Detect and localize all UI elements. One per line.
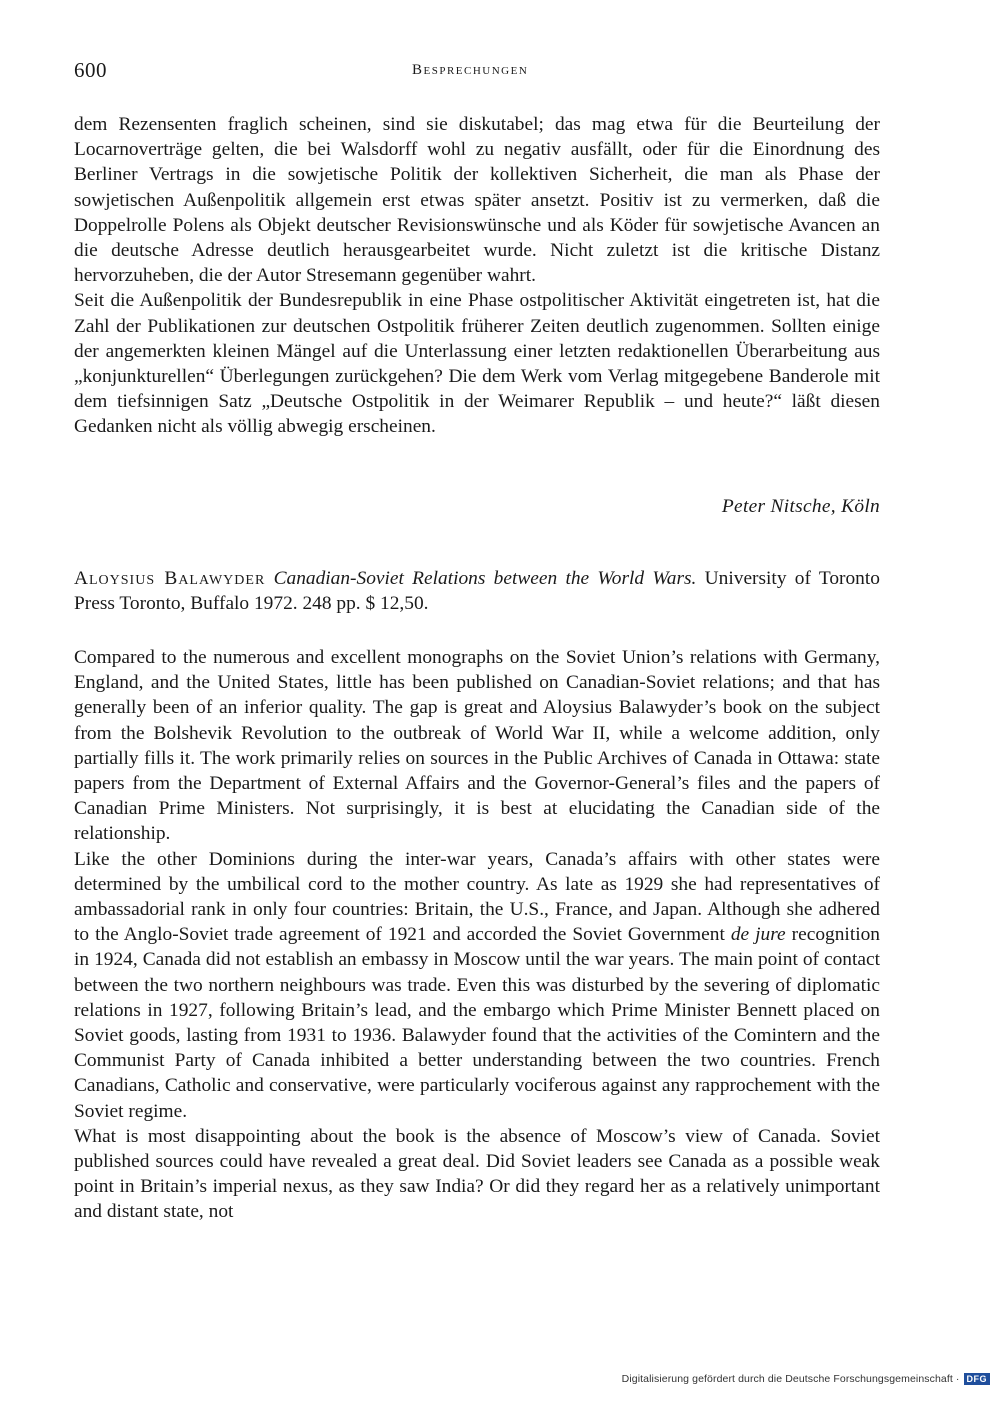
paragraph-en-2-part-1: Like the other Dominions during the inter-war years, Canada’s affairs with other states were determined by the umbilical cord to the mother country. As late as 1929 she had representatives of ambassadorial rank in only four countries: Britain, the U.S., France, and Japan. Although she adhered to the Anglo-Soviet trade agreement of 1921 and accorded the Soviet Government [74,848,880,946]
book-title: Canadian-Soviet Relations between the World Wars. [273,568,697,589]
reviewer-signature: Peter Nitsche, Köln [721,496,880,517]
paragraph-en-3: What is most disappointing about the book is the absence of Moscow’s view of Canada. Soviet published sources could have revealed a great deal. Did Soviet leaders see Canada as a possible weak point in Britain’s imperial nexus, as they saw India? Or did they regard her as a relatively unimportant and distant state, not [74,1125,880,1223]
paragraph-en-2-part-2: recognition in 1924, Canada did not establish an embassy in Moscow until the war years. The main point of contact between the two northern neighbours was trade. Even this was disturbed by the severing of diplomatic relations in 1927, following Britain’s lead, and the embargo which Prime Minister Bennett placed on Soviet goods, lasting from 1931 to 1936. Balawyder found that the activities of the Comintern and the Communist Party of Canada inhibited a better understanding between the two countries. French Canadians, Catholic and conservative, were particularly vociferous against any rapprochement with the Soviet regime. [74,924,880,1122]
paragraph-en-1: Compared to the numerous and excellent monographs on the Soviet Union’s relations with Germany, England, and the United States, little has been published on Canadian-Soviet relations; and that has generally been of an inferior quality. The gap is great and Aloysius Balawyder’s book on the subject from the Bolshevik Revolution to the outbreak of World War II, while a welcome addition, only partially fills it. The work primarily relies on sources in the Public Archives of Canada in Ottawa: state papers from the Department of External Affairs and the Governor-General’s files and the papers of Canadian Prime Ministers. Not surprisingly, it is best at elucidating the Canadian side of the relationship. [74,647,880,845]
page-number: 600 [74,58,107,82]
review-german-continuation [74,112,880,440]
paragraph-en-2-italic: de jure [730,924,786,946]
review-english [74,645,880,1225]
bibliographic-entry [74,566,880,616]
running-head [74,58,880,88]
running-title: Besprechungen [412,62,529,78]
digitization-footer [622,1371,990,1387]
book-author: Aloysius Balawyder [74,568,266,589]
footer-text: Digitalisierung gefördert durch die Deutsche Forschungsgemeinschaft · [621,1373,960,1385]
paragraph-de-2: Seit die Außenpolitik der Bundesrepublik in eine Phase ostpolitischer Aktivität eingetreten ist, hat die Zahl der Publikationen zur deutschen Ostpolitik früherer Zeiten deutlich zugenommen. Sollten einige der angemerkten kleinen Mängel auf die Unterlassung einer letzten redaktionellen Überarbeitung aus „konjunkturellen“ Überlegungen zurückgehen? Die dem Werk vom Verlag mitgegebene Banderole mit dem tiefsinnigen Satz „Deutsche Ostpolitik in der Weimarer Republik – und heute?“ läßt diesen Gedanken nicht als völlig abwegig erscheinen. [74,290,880,438]
paragraph-de-1: dem Rezensenten fraglich scheinen, sind sie diskutabel; das mag etwa für die Beurteilung der Locarnoverträge gelten, die bei Walsdorff wohl zu negativ ausfällt, oder für die Einordnung des Berliner Vertrags in die sowjetische Politik der kollektiven Sicherheit, die man als Phase der sowjetischen Außenpolitik allgemein erst etwas später ansetzt. Positiv ist zu vermerken, daß die Doppelrolle Polens als Objekt deutscher Revisionswünsche und als Köder für sowjetische Avancen an die deutsche Adresse deutlich herausgearbeitet wurde. Nicht zuletzt ist die kritische Distanz hervorzuheben, die der Autor Stresemann gegenüber wahrt. [74,114,880,287]
dfg-logo: DFG [964,1373,991,1385]
paragraph-en-2 [74,847,880,1124]
book-publisher: University of Toronto Press Toronto, Buffalo 1972. 248 pp. $ 12,50. [74,568,880,615]
